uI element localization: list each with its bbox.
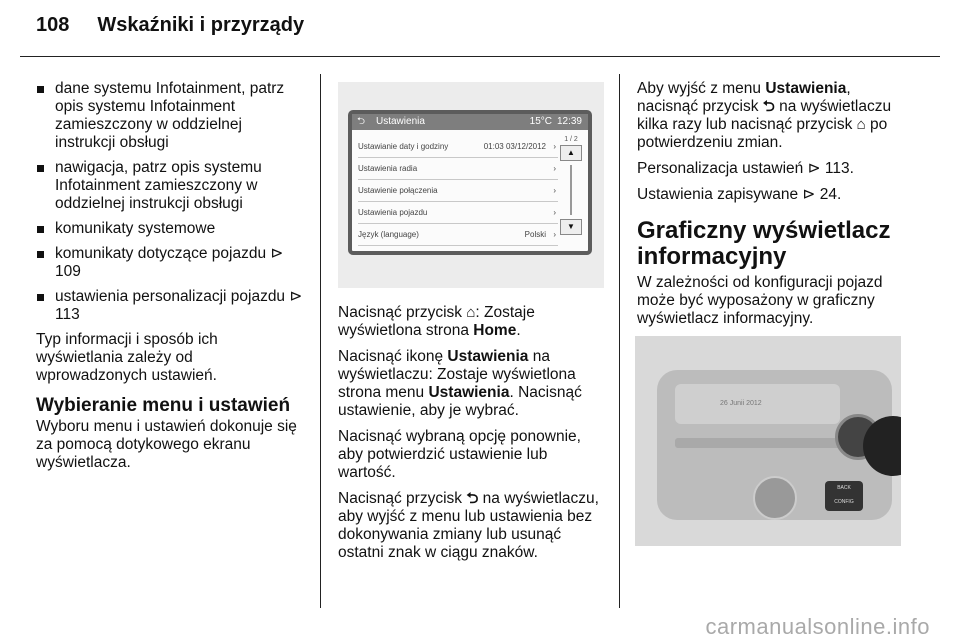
paragraph xyxy=(637,80,905,152)
bold-term: Ustawienia xyxy=(447,348,529,365)
settings-row xyxy=(358,224,558,246)
settings-row xyxy=(358,180,558,202)
paragraph: Wyboru menu i ustawień dokonuje się za pomocą dotykowego ekranu wyświetlacza. xyxy=(36,418,297,471)
scrollbar xyxy=(560,136,582,244)
list-item: komunikaty dotyczące pojazdu ⊳ 109 xyxy=(36,245,306,281)
back-label: BACK xyxy=(837,485,851,491)
text: . Nacisnąć ustawienie, aby je wybrać. xyxy=(338,384,582,419)
screen-title: Ustawienia xyxy=(376,116,425,127)
paragraph xyxy=(338,348,608,420)
paragraph: Nacisnąć wybraną opcję ponownie, aby potwierdzić ustawienie lub wartość. xyxy=(338,428,581,481)
row-label: Ustawienia pojazdu xyxy=(358,208,428,217)
text: na wyświetlaczu: Zostaje wyświetlona strona menu xyxy=(338,348,576,401)
bold-term: Ustawienia xyxy=(765,80,847,97)
text: po potwierdzeniu zmian. xyxy=(637,116,888,151)
row-label: Ustawienie połączenia xyxy=(358,186,438,195)
bold-term: Ustawienia xyxy=(428,384,510,401)
bullet-list xyxy=(36,80,306,324)
chevron-right-icon: › xyxy=(553,164,556,173)
paragraph: Personalizacja ustawień ⊳ 113. xyxy=(637,160,854,177)
text: . xyxy=(516,322,521,339)
chevron-right-icon: › xyxy=(553,186,556,195)
settings-screen xyxy=(348,110,592,255)
column-divider-2 xyxy=(619,74,620,608)
back-arrow-icon: ⮌ xyxy=(357,116,366,127)
list-item: komunikaty systemowe xyxy=(36,220,306,238)
radio-panel-image xyxy=(635,336,901,546)
paragraph: W zależności od konfiguracji pojazd może być wyposażony w graficzny wyświetlacz informacyjny. xyxy=(637,274,883,327)
back-arrow-icon: ⮌ xyxy=(466,490,479,507)
text: Nacisnąć ikonę xyxy=(338,348,448,365)
row-value: 01:03 03/12/2012 xyxy=(483,142,546,151)
right-column xyxy=(637,80,905,336)
screen-temperature: 15°C xyxy=(529,116,552,127)
paragraph: Ustawienia zapisywane ⊳ 24. xyxy=(637,186,842,203)
settings-screen-image xyxy=(338,82,604,288)
bold-term: Home xyxy=(473,322,517,339)
section-heading: Graficzny wyświetlacz informacyjny xyxy=(637,217,891,270)
row-value: Polski xyxy=(524,230,546,239)
text: : Zostaje wyświetlona strona xyxy=(338,304,535,339)
paragraph xyxy=(338,490,608,562)
text: Nacisnąć przycisk xyxy=(338,304,467,321)
radio-back-config-buttons xyxy=(825,481,863,511)
list-item: dane systemu Infotainment, patrz opis systemu Infotainment zamieszczony w oddzielnej instrukcji obsługi xyxy=(36,80,306,152)
config-label: CONFIG xyxy=(834,499,854,505)
chevron-right-icon: › xyxy=(553,230,556,239)
left-column xyxy=(36,80,306,480)
back-arrow-icon: ⮌ xyxy=(762,98,775,115)
paragraph xyxy=(338,304,608,340)
scroll-down-icon: ▼ xyxy=(560,219,582,235)
settings-row xyxy=(358,136,558,158)
screen-clock: 12:39 xyxy=(556,116,582,127)
home-icon: ⌂ xyxy=(466,304,476,321)
column-divider-1 xyxy=(320,74,321,608)
chevron-right-icon: › xyxy=(553,142,556,151)
middle-column xyxy=(338,304,608,570)
chevron-right-icon: › xyxy=(553,208,556,217)
radio-preset-buttons xyxy=(675,438,855,448)
list-item: ustawienia personalizacji pojazdu ⊳ 113 xyxy=(36,288,306,324)
row-label: Ustawienia radia xyxy=(358,164,418,173)
paragraph: Typ informacji i sposób ich wyświetlania zależy od wprowadzonych ustawień. xyxy=(36,331,218,384)
settings-list xyxy=(358,136,558,246)
page-indicator: 1 / 2 xyxy=(564,136,578,143)
section-heading: Wybieranie menu i ustawień xyxy=(36,395,291,416)
page-number: 108 xyxy=(36,14,70,36)
settings-row xyxy=(358,158,558,180)
row-label: Język (language) xyxy=(358,230,419,239)
home-icon: ⌂ xyxy=(856,116,866,133)
screen-titlebar xyxy=(352,114,588,130)
radio-display-text: 26 Junii 2012 xyxy=(720,400,762,407)
text: Aby wyjść z menu xyxy=(637,80,766,97)
text: , nacisnąć przycisk xyxy=(637,80,851,115)
scroll-track xyxy=(570,165,572,215)
radio-navigation-pad xyxy=(753,476,797,520)
settings-row xyxy=(358,202,558,224)
watermark: carmanualsonline.info xyxy=(705,614,930,639)
text: na wyświetlaczu, aby wyjść z menu lub ustawienia bez dokonywania zmiany lub usunąć ostatni znak w ciągu znaków. xyxy=(338,490,599,561)
text: Nacisnąć przycisk xyxy=(338,490,467,507)
page-header xyxy=(36,14,304,37)
text: na wyświetlaczu kilka razy lub nacisnąć przycisk xyxy=(637,98,892,133)
radio-display xyxy=(675,384,840,424)
row-label: Ustawianie daty i godziny xyxy=(358,142,449,151)
list-item: nawigacja, patrz opis systemu Infotainment zamieszczony w oddzielnej instrukcji obsługi xyxy=(36,159,306,213)
scroll-up-icon: ▲ xyxy=(560,145,582,161)
page-title: Wskaźniki i przyrządy xyxy=(97,14,305,36)
header-divider xyxy=(20,56,940,57)
